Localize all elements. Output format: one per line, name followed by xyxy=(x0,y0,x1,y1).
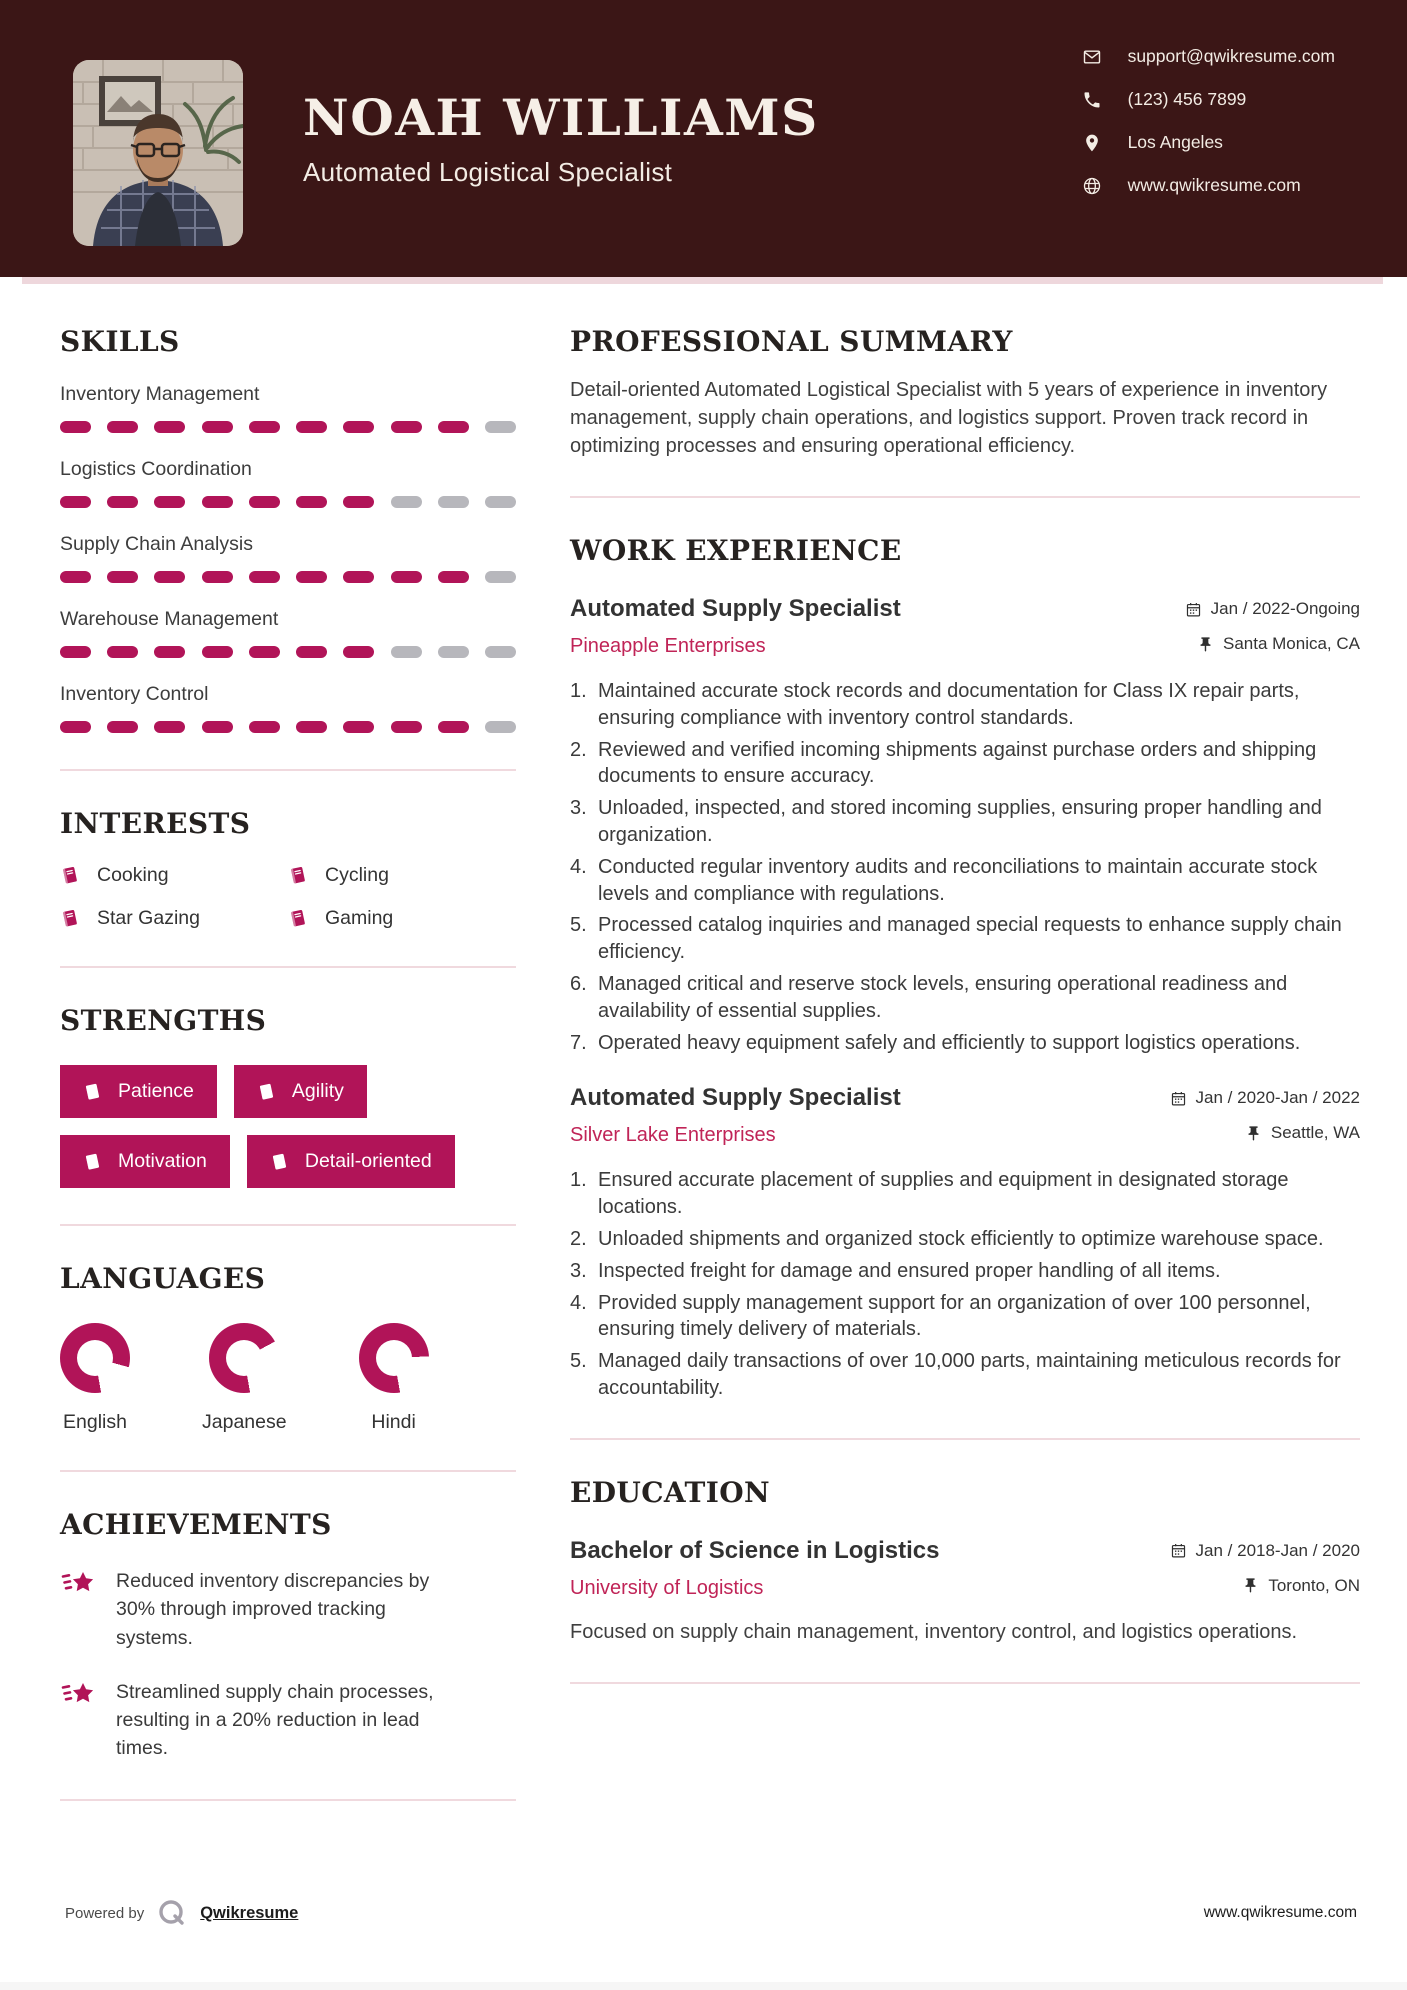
skill-progress-dash xyxy=(107,496,138,508)
education-dates: Jan / 2018-Jan / 2020 xyxy=(1170,1541,1360,1561)
skill-row xyxy=(60,533,516,583)
profile-photo-illustration xyxy=(73,60,243,246)
divider xyxy=(60,1470,516,1472)
calendar-icon xyxy=(1185,601,1202,618)
skill-progress-dash xyxy=(485,421,516,433)
skill-progress-dash xyxy=(154,646,185,658)
skill-progress-bar xyxy=(60,496,516,508)
achievement-item xyxy=(60,1678,516,1763)
phone-icon xyxy=(1082,90,1102,110)
skill-progress-dash xyxy=(202,496,233,508)
skill-row xyxy=(60,683,516,733)
skill-progress-dash xyxy=(154,571,185,583)
book-icon xyxy=(257,1082,277,1102)
strengths-heading: STRENGTHS xyxy=(60,1004,267,1037)
job-bullet: Ensured accurate placement of supplies and equipment in designated storage locations. xyxy=(598,1169,1289,1219)
divider xyxy=(60,1799,516,1801)
header xyxy=(0,0,1407,277)
skill-progress-dash xyxy=(296,721,327,733)
skill-progress-dash xyxy=(107,571,138,583)
interest-label: Star Gazing xyxy=(97,907,200,929)
achievements-heading: ACHIEVEMENTS xyxy=(60,1508,332,1541)
contact-row xyxy=(1082,46,1335,67)
job-bullet: Managed daily transactions of over 10,000 parts, maintaining meticulous records for accountability. xyxy=(598,1350,1341,1399)
contact-text: www.qwikresume.com xyxy=(1127,175,1301,195)
strengths-list xyxy=(60,1065,500,1188)
pushpin-icon xyxy=(1197,636,1214,653)
skill-progress-dash xyxy=(391,571,422,583)
book-icon xyxy=(288,865,309,886)
experience-list xyxy=(570,595,1360,1402)
skill-progress-dash xyxy=(249,496,280,508)
interest-item xyxy=(288,907,516,930)
experience-heading: WORK EXPERIENCE xyxy=(570,534,902,567)
job-bullet: Processed catalog inquiries and managed special requests to enhance supply chain efficiency. xyxy=(598,914,1342,964)
strength-label: Patience xyxy=(118,1080,194,1102)
skill-progress-dash xyxy=(296,421,327,433)
divider xyxy=(60,966,516,968)
interest-item xyxy=(60,864,288,887)
skill-progress-dash xyxy=(154,721,185,733)
skill-progress-dash xyxy=(438,421,469,433)
footer xyxy=(65,1898,1357,1928)
powered-by-label: Powered by xyxy=(65,1904,145,1922)
strength-badge xyxy=(60,1135,230,1188)
pushpin-icon xyxy=(1242,1577,1259,1594)
degree-title: Bachelor of Science in Logistics xyxy=(570,1536,940,1564)
job-location: Seattle, WA xyxy=(1245,1123,1360,1143)
skill-progress-dash xyxy=(249,721,280,733)
language-level-donut xyxy=(209,1323,279,1393)
education-location: Toronto, ON xyxy=(1242,1576,1360,1596)
skill-progress-dash xyxy=(107,721,138,733)
person-job-title: Automated Logistical Specialist xyxy=(303,156,673,187)
strength-label: Detail-oriented xyxy=(304,1150,432,1172)
skill-progress-dash xyxy=(296,571,327,583)
language-level-donut xyxy=(359,1323,429,1393)
skill-progress-bar xyxy=(60,721,516,733)
language-item xyxy=(60,1323,130,1434)
skill-progress-dash xyxy=(438,496,469,508)
contact-row xyxy=(1082,89,1335,110)
company-name: Silver Lake Enterprises xyxy=(570,1124,776,1147)
interest-label: Cycling xyxy=(325,864,389,886)
summary-heading: PROFESSIONAL SUMMARY xyxy=(570,325,1013,358)
skill-progress-dash xyxy=(391,421,422,433)
contact-row xyxy=(1082,175,1335,196)
skill-progress-dash xyxy=(485,571,516,583)
skill-progress-dash xyxy=(391,646,422,658)
achievement-text: Reduced inventory discrepancies by 30% through improved tracking systems. xyxy=(116,1570,430,1649)
book-icon xyxy=(270,1152,290,1172)
strength-label: Agility xyxy=(291,1080,344,1102)
skill-progress-bar xyxy=(60,571,516,583)
skill-progress-dash xyxy=(60,571,91,583)
language-item xyxy=(202,1323,287,1434)
skill-progress-dash xyxy=(485,646,516,658)
qwikresume-logo-icon xyxy=(157,1898,187,1928)
skill-progress-dash xyxy=(438,721,469,733)
bottom-strip xyxy=(0,1982,1407,1990)
language-label: English xyxy=(63,1411,127,1433)
divider xyxy=(570,496,1360,498)
contact-list xyxy=(1082,46,1335,196)
skill-progress-dash xyxy=(202,646,233,658)
skill-progress-dash xyxy=(391,496,422,508)
skill-row xyxy=(60,608,516,658)
job-bullet: Managed critical and reserve stock levels, ensuring operational readiness and availability of essential supplies. xyxy=(598,972,1288,1022)
skill-progress-dash xyxy=(154,496,185,508)
skill-progress-dash xyxy=(296,496,327,508)
summary-text: Detail-oriented Automated Logistical Specialist with 5 years of experience in inventory management, supply chain operations, and logistics support. Proven track record in optimizing processes and ensuring operational efficiency. xyxy=(570,379,1328,457)
book-icon xyxy=(60,865,81,886)
job-dates: Jan / 2022-Ongoing xyxy=(1185,599,1360,619)
education-entry xyxy=(570,1537,1360,1646)
skill-progress-dash xyxy=(343,721,374,733)
skill-progress-dash xyxy=(60,421,91,433)
contact-text: Los Angeles xyxy=(1127,132,1223,152)
languages-heading: LANGUAGES xyxy=(60,1262,266,1295)
job-bullet: Unloaded shipments and organized stock efficiently to optimize warehouse space. xyxy=(598,1227,1324,1250)
skill-progress-dash xyxy=(391,721,422,733)
strength-badge xyxy=(234,1065,367,1118)
job-bullet: Operated heavy equipment safely and efficiently to support logistics operations. xyxy=(598,1031,1301,1054)
skill-name: Warehouse Management xyxy=(60,608,279,630)
language-level-donut xyxy=(60,1323,130,1393)
job-title: Automated Supply Specialist xyxy=(570,1084,901,1112)
shooting-star-icon xyxy=(60,1569,98,1603)
location-icon xyxy=(1082,133,1102,153)
header-accent-line xyxy=(22,277,1383,284)
achievements-list xyxy=(60,1567,516,1763)
skill-progress-dash xyxy=(343,421,374,433)
skill-row xyxy=(60,383,516,433)
job-bullet: Provided supply management support for an organization of over 100 personnel, ensuring timely delivery of materials. xyxy=(598,1291,1311,1341)
company-name: Pineapple Enterprises xyxy=(570,635,766,657)
globe-icon xyxy=(1082,176,1102,196)
skill-progress-dash xyxy=(107,421,138,433)
job-bullet: Conducted regular inventory audits and reconciliations to maintain accurate stock levels and compliance with regulations. xyxy=(598,855,1318,905)
calendar-icon xyxy=(1170,1090,1187,1107)
skill-progress-dash xyxy=(438,571,469,583)
job-bullet: Reviewed and verified incoming shipments against purchase orders and shipping documents to ensure accuracy. xyxy=(598,738,1317,788)
job-bullet-list xyxy=(570,1167,1360,1401)
language-label: Hindi xyxy=(371,1411,416,1433)
education-heading: EDUCATION xyxy=(570,1475,771,1509)
qwikresume-brand-link[interactable]: Qwikresume xyxy=(200,1903,299,1922)
achievement-text: Streamlined supply chain processes, resulting in a 20% reduction in lead times. xyxy=(116,1680,434,1760)
skill-progress-dash xyxy=(60,721,91,733)
skill-progress-dash xyxy=(107,646,138,658)
pushpin-icon xyxy=(1245,1125,1262,1142)
skills-heading: SKILLS xyxy=(60,325,180,358)
email-icon xyxy=(1082,47,1102,67)
language-item xyxy=(359,1323,429,1434)
education-description: Focused on supply chain management, inventory control, and logistics operations. xyxy=(570,1620,1298,1643)
main-column xyxy=(570,325,1360,1837)
contact-text: support@qwikresume.com xyxy=(1127,46,1335,66)
skill-progress-bar xyxy=(60,421,516,433)
divider xyxy=(570,1682,1360,1684)
skill-progress-dash xyxy=(438,646,469,658)
skill-name: Supply Chain Analysis xyxy=(60,533,253,555)
interest-label: Cooking xyxy=(97,864,169,886)
skill-name: Inventory Control xyxy=(60,683,209,705)
skill-progress-dash xyxy=(249,646,280,658)
profile-photo xyxy=(73,60,243,246)
person-name: NOAH WILLIAMS xyxy=(303,88,819,147)
shooting-star-icon xyxy=(60,1680,98,1714)
strength-badge xyxy=(247,1135,455,1188)
contact-text: (123) 456 7899 xyxy=(1127,89,1247,109)
skill-progress-dash xyxy=(202,721,233,733)
job-title: Automated Supply Specialist xyxy=(570,595,901,622)
interests-list xyxy=(60,864,516,930)
interest-item xyxy=(288,864,516,887)
job-dates: Jan / 2020-Jan / 2022 xyxy=(1170,1088,1360,1108)
skill-progress-dash xyxy=(202,421,233,433)
job-bullet: Maintained accurate stock records and documentation for Class IX repair parts, ensuring compliance with inventory control standards. xyxy=(598,680,1300,729)
job-location: Santa Monica, CA xyxy=(1197,634,1360,654)
skill-progress-dash xyxy=(343,571,374,583)
job-entry xyxy=(570,595,1360,1056)
skill-progress-dash xyxy=(249,571,280,583)
languages-list xyxy=(60,1323,516,1434)
book-icon xyxy=(60,908,81,929)
interest-item xyxy=(60,907,288,930)
job-bullet-list xyxy=(570,678,1360,1056)
skill-progress-dash xyxy=(485,721,516,733)
skill-row xyxy=(60,458,516,508)
skill-progress-dash xyxy=(249,421,280,433)
book-icon xyxy=(83,1082,103,1102)
skill-progress-dash xyxy=(60,646,91,658)
book-icon xyxy=(83,1152,103,1172)
footer-website[interactable]: www.qwikresume.com xyxy=(1203,1904,1357,1921)
sidebar xyxy=(60,325,516,1837)
language-label: Japanese xyxy=(202,1411,287,1433)
school-name: University of Logistics xyxy=(570,1576,764,1599)
book-icon xyxy=(288,908,309,929)
divider xyxy=(60,1224,516,1226)
divider xyxy=(60,769,516,771)
interests-heading: INTERESTS xyxy=(60,807,251,840)
skill-progress-bar xyxy=(60,646,516,658)
interest-label: Gaming xyxy=(325,907,394,929)
skill-progress-dash xyxy=(202,571,233,583)
skill-progress-dash xyxy=(343,496,374,508)
achievement-item xyxy=(60,1567,516,1652)
skill-name: Inventory Management xyxy=(60,383,260,405)
job-bullet: Inspected freight for damage and ensured proper handling of all items. xyxy=(598,1259,1221,1282)
skill-progress-dash xyxy=(60,496,91,508)
contact-row xyxy=(1082,132,1335,153)
strength-badge xyxy=(60,1065,217,1118)
strength-label: Motivation xyxy=(118,1150,207,1172)
skills-list xyxy=(60,383,516,733)
job-entry xyxy=(570,1084,1360,1401)
skill-progress-dash xyxy=(485,496,516,508)
job-bullet: Unloaded, inspected, and stored incoming supplies, ensuring proper handling and organization. xyxy=(598,797,1322,846)
skill-progress-dash xyxy=(343,646,374,658)
calendar-icon xyxy=(1170,1542,1187,1559)
skill-progress-dash xyxy=(296,646,327,658)
skill-progress-dash xyxy=(154,421,185,433)
skill-name: Logistics Coordination xyxy=(60,458,252,480)
divider xyxy=(570,1438,1360,1440)
